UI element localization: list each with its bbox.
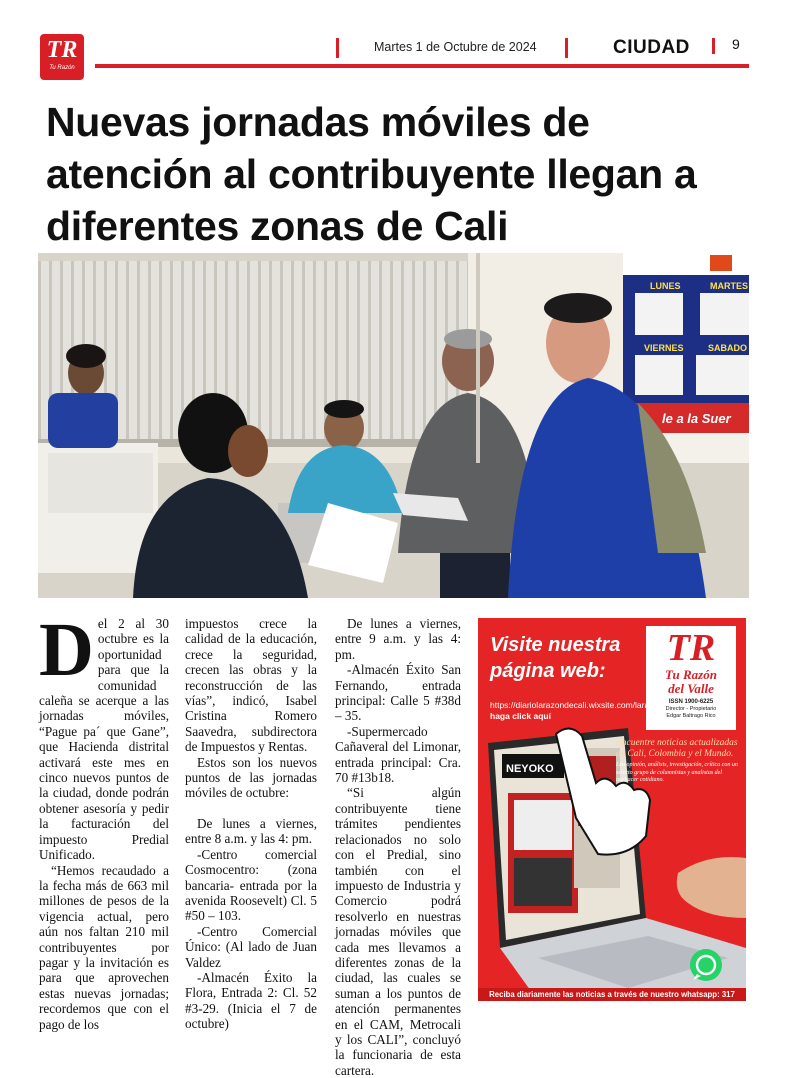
article-column-3 bbox=[335, 616, 461, 1078]
article-paragraph: el 2 al 30 octubre es la oportunidad para que la comunidad caleña se acerque a las jornadas móviles, “Pague pa´ que Gane”, que Hacienda distrital activará este mes en cinco nuevos puntos de la ciudad, donde podrán obtener asesoría y pedir la facturación del impuesto Predial Unificado. bbox=[39, 616, 169, 863]
director-name: Edgar Baltrago Rico bbox=[666, 713, 716, 719]
board-lunes: LUNES bbox=[650, 281, 681, 291]
director-role: Director - Propietario bbox=[665, 706, 717, 712]
article-paragraph: “Si algún contribuyente tiene trámites pendientes relacionados no solo con el Predial, sino también con el impuesto de Industria y Comercio podrá resolverlo en nuestras jornadas móviles que cada mes llevamos a diferentes zonas de la ciudad, las cuales se suman a los puntos de atención permanentes en el CAM, Metrocali y los CALI”, concluyó la funcionaria de esta cartera. bbox=[335, 785, 461, 1078]
newspaper-logo bbox=[40, 34, 84, 80]
ad-tagline bbox=[616, 738, 738, 785]
article-column-1 bbox=[39, 608, 169, 1032]
article-photo bbox=[38, 253, 749, 598]
drop-cap: D bbox=[39, 608, 94, 692]
article-paragraph: “Hemos recaudado a la fecha más de 663 mil millones de pesos de la vigencia actual, pero aún nos faltan 210 mil contribuyentes por pagar y la invitación es para que aprovechen estas nuevas jornadas; recordemos que con el pago de los bbox=[39, 862, 169, 1032]
article-paragraph: -Almacén Éxito la Flora, Entrada 2: Cl. 52 #3-29. (Inicia el 7 de octubre) bbox=[185, 969, 317, 1032]
board-martes: MARTES bbox=[710, 281, 748, 291]
article-column-2 bbox=[185, 616, 317, 1032]
whatsapp-icon bbox=[690, 949, 722, 981]
whatsapp-footer: Reciba diariamente las noticias a través de nuestro whatsapp: 317 3692921 bbox=[478, 988, 746, 1001]
ad-logo-name: del Valle bbox=[668, 681, 714, 696]
article-headline: Nuevas jornadas móviles de atención al contribuyente llegan a diferentes zonas de Cali bbox=[46, 99, 697, 249]
ad-logo-name: Tu Razón bbox=[665, 667, 717, 682]
page-number: 9 bbox=[732, 36, 740, 52]
issue-date: Martes 1 de Octubre de 2024 bbox=[374, 40, 537, 54]
logo-subtext: Tu Razón bbox=[49, 65, 75, 71]
ad-link[interactable] bbox=[490, 700, 663, 722]
logo-initials: TR bbox=[46, 37, 78, 63]
header-divider bbox=[336, 38, 339, 58]
header-divider bbox=[712, 38, 715, 54]
schedule-board bbox=[623, 275, 749, 425]
banner-text: le a la Suer bbox=[662, 411, 731, 426]
website-url[interactable]: https://diariolarazondecali.wixsite.com/larazon bbox=[490, 700, 663, 710]
article-paragraph: impuestos crece la calidad de la educación, crece la seguridad, crecen las obras y la reconstrucción de las vías”, indicó, Isabel Cristina Romero Saavedra, subdirectora de Impuestos y Rentas. bbox=[185, 616, 317, 755]
ad-title: Visite nuestra página web: bbox=[490, 634, 621, 682]
article-paragraph: -Almacén Éxito San Fernando, entrada principal: Calle 5 #38d – 35. bbox=[335, 662, 461, 724]
header-divider bbox=[565, 38, 568, 58]
click-here-link[interactable]: haga click aquí bbox=[490, 711, 551, 721]
ad-tagline-main: Encuentre noticias actualizadas de Cali, Colombia y el Mundo. bbox=[616, 738, 738, 759]
article-paragraph: Estos son los nuevos puntos de las jornadas móviles de octubre: bbox=[185, 754, 317, 801]
board-viernes: VIERNES bbox=[644, 343, 684, 353]
ad-logo-initials: TR bbox=[666, 627, 716, 669]
section-title: CIUDAD bbox=[613, 37, 690, 58]
board-sabado: SABADO bbox=[708, 343, 748, 353]
article-paragraph: De lunes a viernes, entre 9 a.m. y las 4: pm. bbox=[335, 616, 461, 662]
article-paragraph: -Centro Comercial Único: (Al lado de Juan Valdez bbox=[185, 923, 317, 970]
article-paragraph: -Supermercado Cañaveral del Limonar, entrada principal: Cra. 70 #13b18. bbox=[335, 723, 461, 786]
article-paragraph: -Centro comercial Cosmocentro: (zona bancaria- entrada por la avenida Roosevelt) Cl. 5 #50 – 103. bbox=[185, 846, 317, 924]
header-rule bbox=[95, 64, 749, 68]
ad-tagline-sub: Lea opinión, análisis, investigación, crítica con un selecto grupo de columnistas y analistas del quehacer cotidiano. bbox=[616, 762, 738, 783]
article-paragraph: De lunes a viernes, entre 8 a.m. y las 4: pm. bbox=[185, 815, 317, 847]
website-advertisement[interactable] bbox=[478, 618, 746, 1012]
issn: ISSN 1900-6225 bbox=[668, 699, 714, 705]
paper-masthead: NEYOKO bbox=[506, 763, 554, 775]
